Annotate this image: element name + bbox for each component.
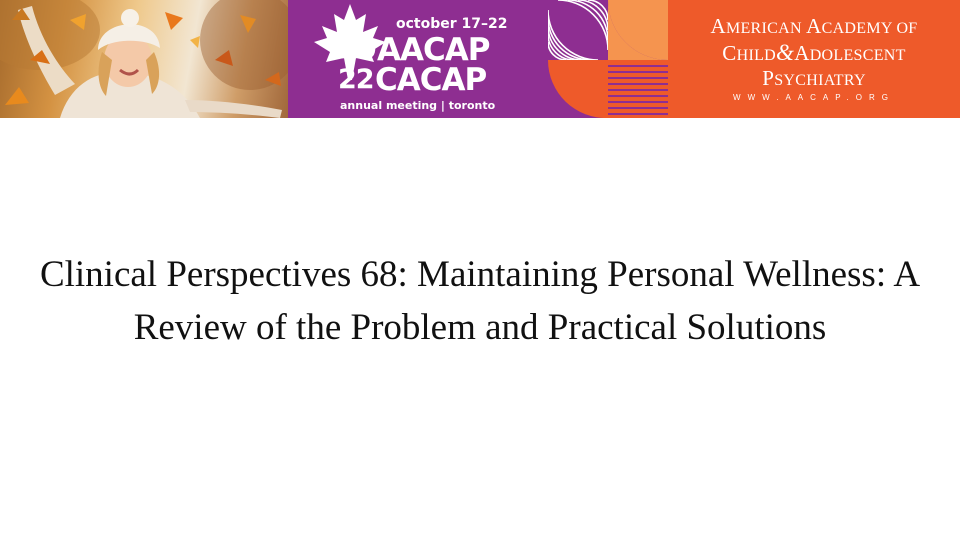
academy-website: WWW.AACAP.ORG [733, 93, 895, 102]
aacap-cacap-logo-panel [288, 0, 548, 118]
slide-title: Clinical Perspectives 68: Maintaining Personal Wellness: A Review of the Problem and Practical Solutions [39, 254, 921, 348]
meeting-info: annual meeting | toronto [340, 99, 496, 112]
conference-banner [0, 0, 960, 118]
academy-line-1: AMERICAN ACADEMY OF [710, 14, 918, 38]
year-bottom: 22 [338, 64, 374, 95]
autumn-child-photo [0, 0, 288, 118]
autumn-leaves-image [0, 0, 288, 118]
year-top: 20 [340, 34, 376, 65]
academy-line-3: PSYCHIATRY [762, 66, 866, 90]
meeting-dates: october 17–22 [396, 16, 508, 32]
geometric-graphic [548, 0, 668, 118]
org-name-aacap: AACAP [377, 32, 490, 68]
decorative-shapes [548, 0, 668, 118]
org-name-cacap: CACAP [375, 62, 487, 98]
academy-line-2: CHILD&ADOLESCENT [722, 40, 906, 65]
academy-logo-panel [668, 0, 960, 118]
